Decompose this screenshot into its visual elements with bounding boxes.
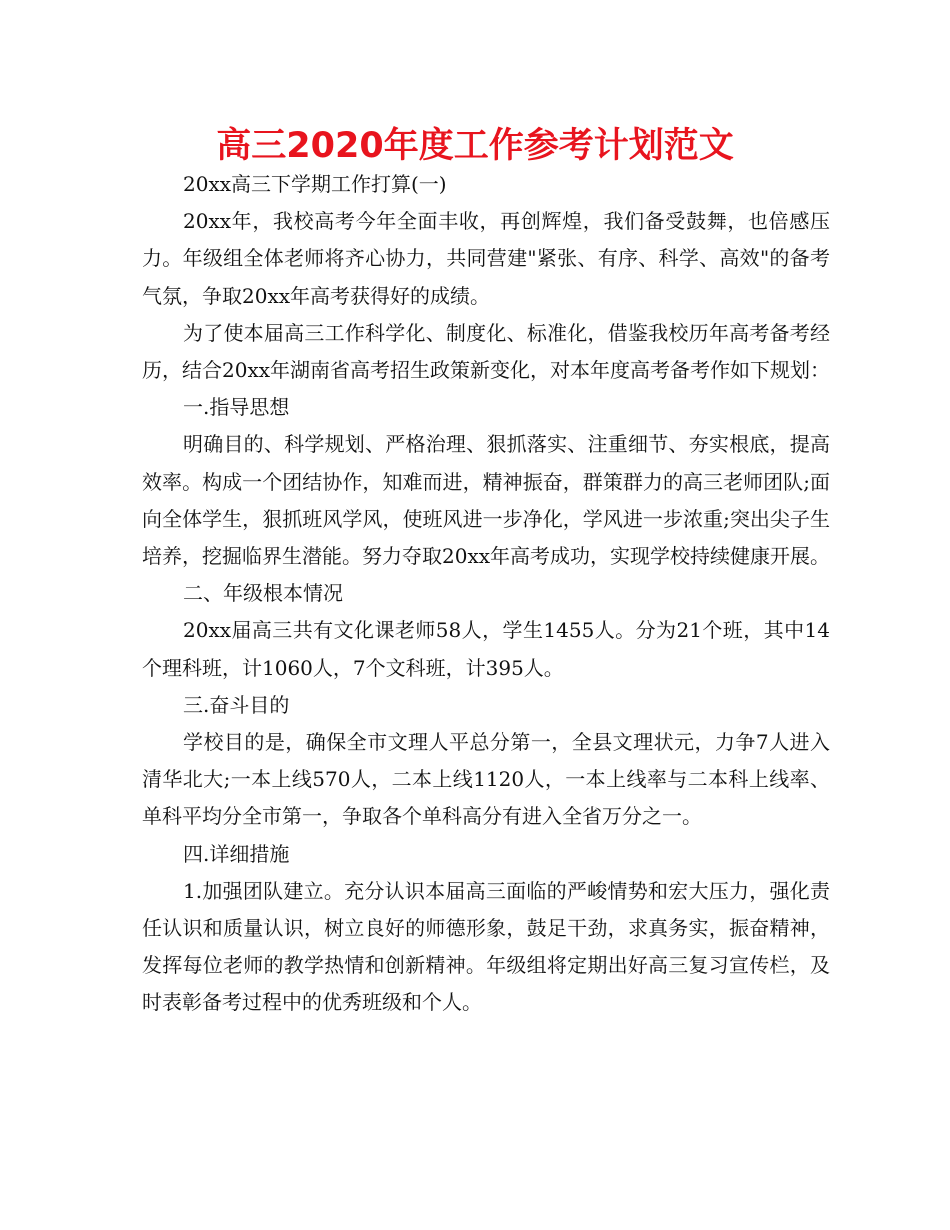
body-paragraph: 20xx届高三共有文化课老师58人，学生1455人。分为21个班，其中14个理科班，计1060人，7个文科班，计395人。 xyxy=(142,618,830,680)
section-heading: 三.奋斗目的 xyxy=(183,692,290,717)
body-paragraph: 20xx年，我校高考今年全面丰收，再创辉煌，我们备受鼓舞，也倍感压力。年级组全体老师将齐心协力，共同营建"紧张、有序、科学、高效"的备考气氛，争取20xx年高考获得好的成绩。 xyxy=(142,209,830,308)
section-heading: 二、年级根本情况 xyxy=(183,581,343,606)
document-body xyxy=(142,166,830,1022)
subtitle-paragraph: 20xx高三下学期工作打算(一) xyxy=(183,172,447,196)
document-title: 高三2020年度工作参考计划范文 xyxy=(216,126,734,166)
body-paragraph: 1.加强团队建立。充分认识本届高三面临的严峻情势和宏大压力，强化责任认识和质量认识，树立良好的师德形象，鼓足干劲，求真务实，振奋精神，发挥每位老师的教学热情和创新精神。年级组将定期出好高三复习宣传栏，及时表彰备考过程中的优秀班级和个人。 xyxy=(142,878,830,1015)
body-paragraph: 学校目的是，确保全市文理人平总分第一，全县文理状元，力争7人进入清华北大;一本上线570人，二本上线1120人，一本上线率与二本科上线率、单科平均分全市第一，争取各个单科高分有进入全省万分之一。 xyxy=(142,730,830,829)
section-heading: 一.指导思想 xyxy=(183,395,290,420)
body-paragraph: 明确目的、科学规划、严格治理、狠抓落实、注重细节、夯实根底，提高效率。构成一个团结协作，知难而进，精神振奋，群策群力的高三老师团队;面向全体学生，狠抓班风学风，使班风进一步净化，学风进一步浓重;突出尖子生培养，挖掘临界生潜能。努力夺取20xx年高考成功，实现学校持续健康开展。 xyxy=(142,432,831,569)
body-paragraph: 为了使本届高三工作科学化、制度化、标准化，借鉴我校历年高考备考经历，结合20xx年湖南省高考招生政策新变化，对本年度高考备考作如下规划： xyxy=(142,320,831,383)
section-heading: 四.详细措施 xyxy=(183,841,290,866)
